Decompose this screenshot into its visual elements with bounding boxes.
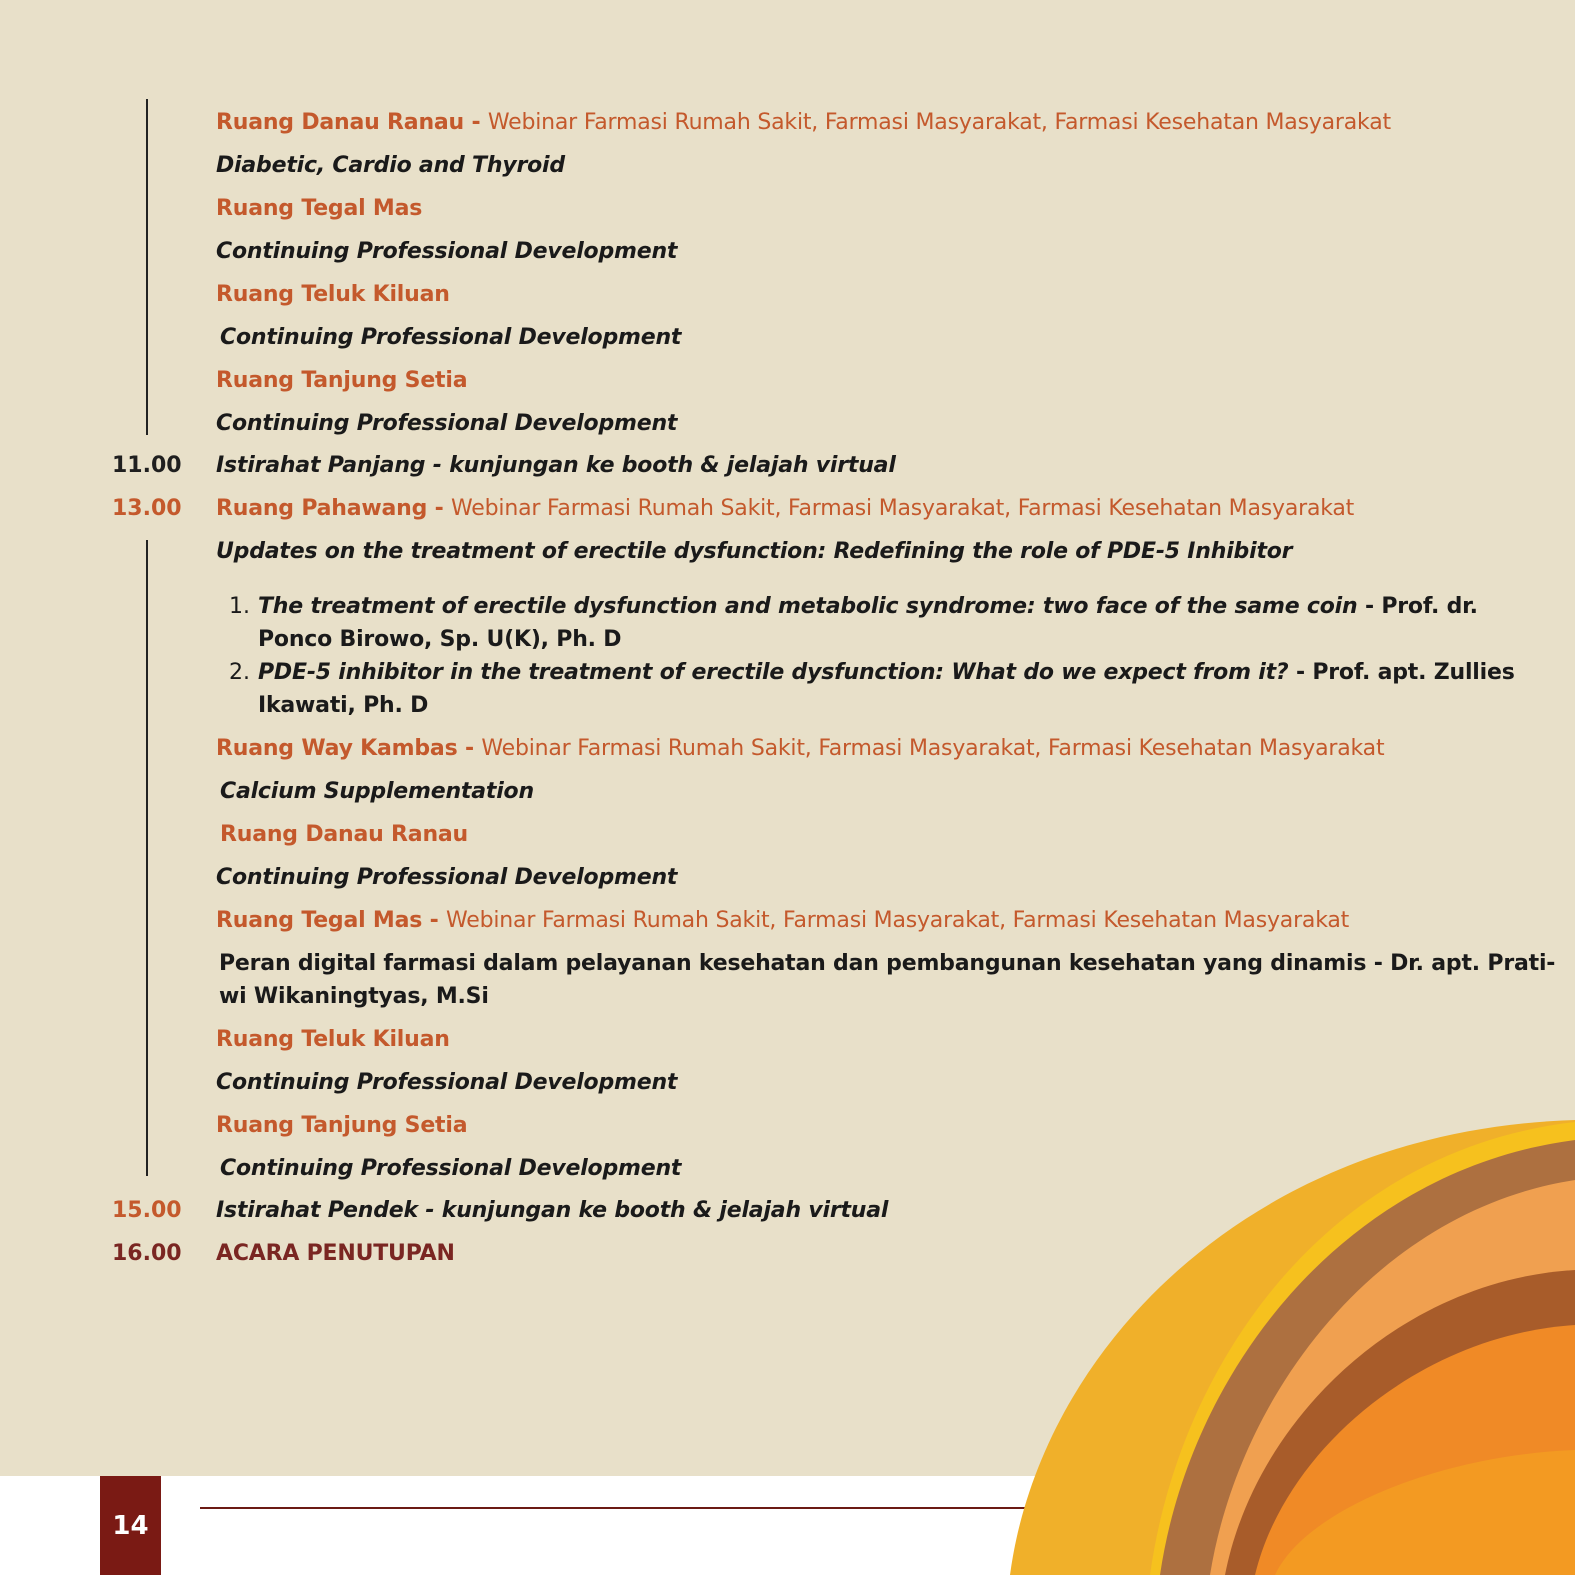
room-separator: - [457,736,482,761]
room-separator: - [464,110,488,135]
list-item-title: PDE-5 inhibitor in the treatment of erectile dysfunction: What do we expect from it? [258,660,1289,685]
timeline-bar-bottom [146,540,148,1176]
room-name: Ruang Tanjung Setia [216,1113,468,1138]
room-subtitle: Webinar Farmasi Rumah Sakit, Farmasi Masyarakat, Farmasi Kesehatan Masyarakat [446,908,1350,933]
room-name: Ruang Teluk Kiluan [216,1027,450,1052]
list-item-speaker-cont: Ponco Birowo, Sp. U(K), Ph. D [258,627,622,652]
session-room-line [216,495,1354,523]
room-name: Ruang Tegal Mas [216,908,423,933]
timeline-bar-top [146,99,148,435]
list-item-speaker-cont: Ikawati, Ph. D [258,693,429,718]
room-subtitle: Webinar Farmasi Rumah Sakit, Farmasi Masyarakat, Farmasi Kesehatan Masyarakat [487,110,1391,135]
list-number: 2. [229,660,250,685]
session-topic: Continuing Professional Development [216,411,678,436]
list-item [258,656,1515,722]
session-topic: Continuing Professional Development [220,325,682,350]
list-number: 1. [229,594,250,619]
room-name: Ruang Pahawang [216,496,428,521]
decorative-arcs [1000,1120,1575,1575]
list-item-title: The treatment of erectile dysfunction and metabolic syndrome: two face of the same coin [258,594,1358,619]
time-label: 16.00 [112,1241,182,1266]
session-topic: Continuing Professional Development [220,1156,682,1181]
room-name: Ruang Way Kambas [216,736,458,761]
session-topic: Continuing Professional Development [216,865,678,890]
room-subtitle: Webinar Farmasi Rumah Sakit, Farmasi Masyarakat, Farmasi Kesehatan Masyarakat [451,496,1355,521]
session-room-line [216,735,1384,763]
session-topic: Diabetic, Cardio and Thyroid [216,153,565,178]
list-item [258,590,1478,656]
session-room-line [216,109,1391,137]
list-item-speaker: - Prof. apt. Zullies [1288,660,1515,685]
page-number: 14 [100,1476,161,1575]
room-name: Ruang Tegal Mas [216,196,423,221]
room-name: Ruang Danau Ranau [220,822,469,847]
room-subtitle: Webinar Farmasi Rumah Sakit, Farmasi Masyarakat, Farmasi Kesehatan Masyarakat [481,736,1385,761]
session-topic-line: Peran digital farmasi dalam pelayanan kesehatan dan pembangunan kesehatan yang dinamis - Dr. apt. Prati- [219,951,1556,976]
time-label: 15.00 [112,1198,182,1223]
break-text: Istirahat Pendek - kunjungan ke booth & jelajah virtual [216,1198,889,1223]
room-name: Ruang Tanjung Setia [216,368,468,393]
session-room-line [216,907,1349,935]
time-label: 13.00 [112,496,182,521]
footer-rule [200,1507,1030,1509]
break-text: Istirahat Panjang - kunjungan ke booth & jelajah virtual [216,453,896,478]
session-topic-line: wi Wikaningtyas, M.Si [219,984,489,1009]
session-topic: Continuing Professional Development [216,1070,678,1095]
room-name: Ruang Danau Ranau [216,110,465,135]
session-topic [219,947,1555,1013]
session-topic: Updates on the treatment of erectile dysfunction: Redefining the role of PDE-5 Inhibitor [216,539,1293,564]
closing-text: ACARA PENUTUPAN [216,1241,455,1266]
room-name: Ruang Teluk Kiluan [216,282,450,307]
time-label: 11.00 [112,453,182,478]
session-topic: Calcium Supplementation [220,779,534,804]
room-separator: - [427,496,452,521]
room-separator: - [422,908,447,933]
session-topic: Continuing Professional Development [216,239,678,264]
list-item-speaker: - Prof. dr. [1357,594,1478,619]
